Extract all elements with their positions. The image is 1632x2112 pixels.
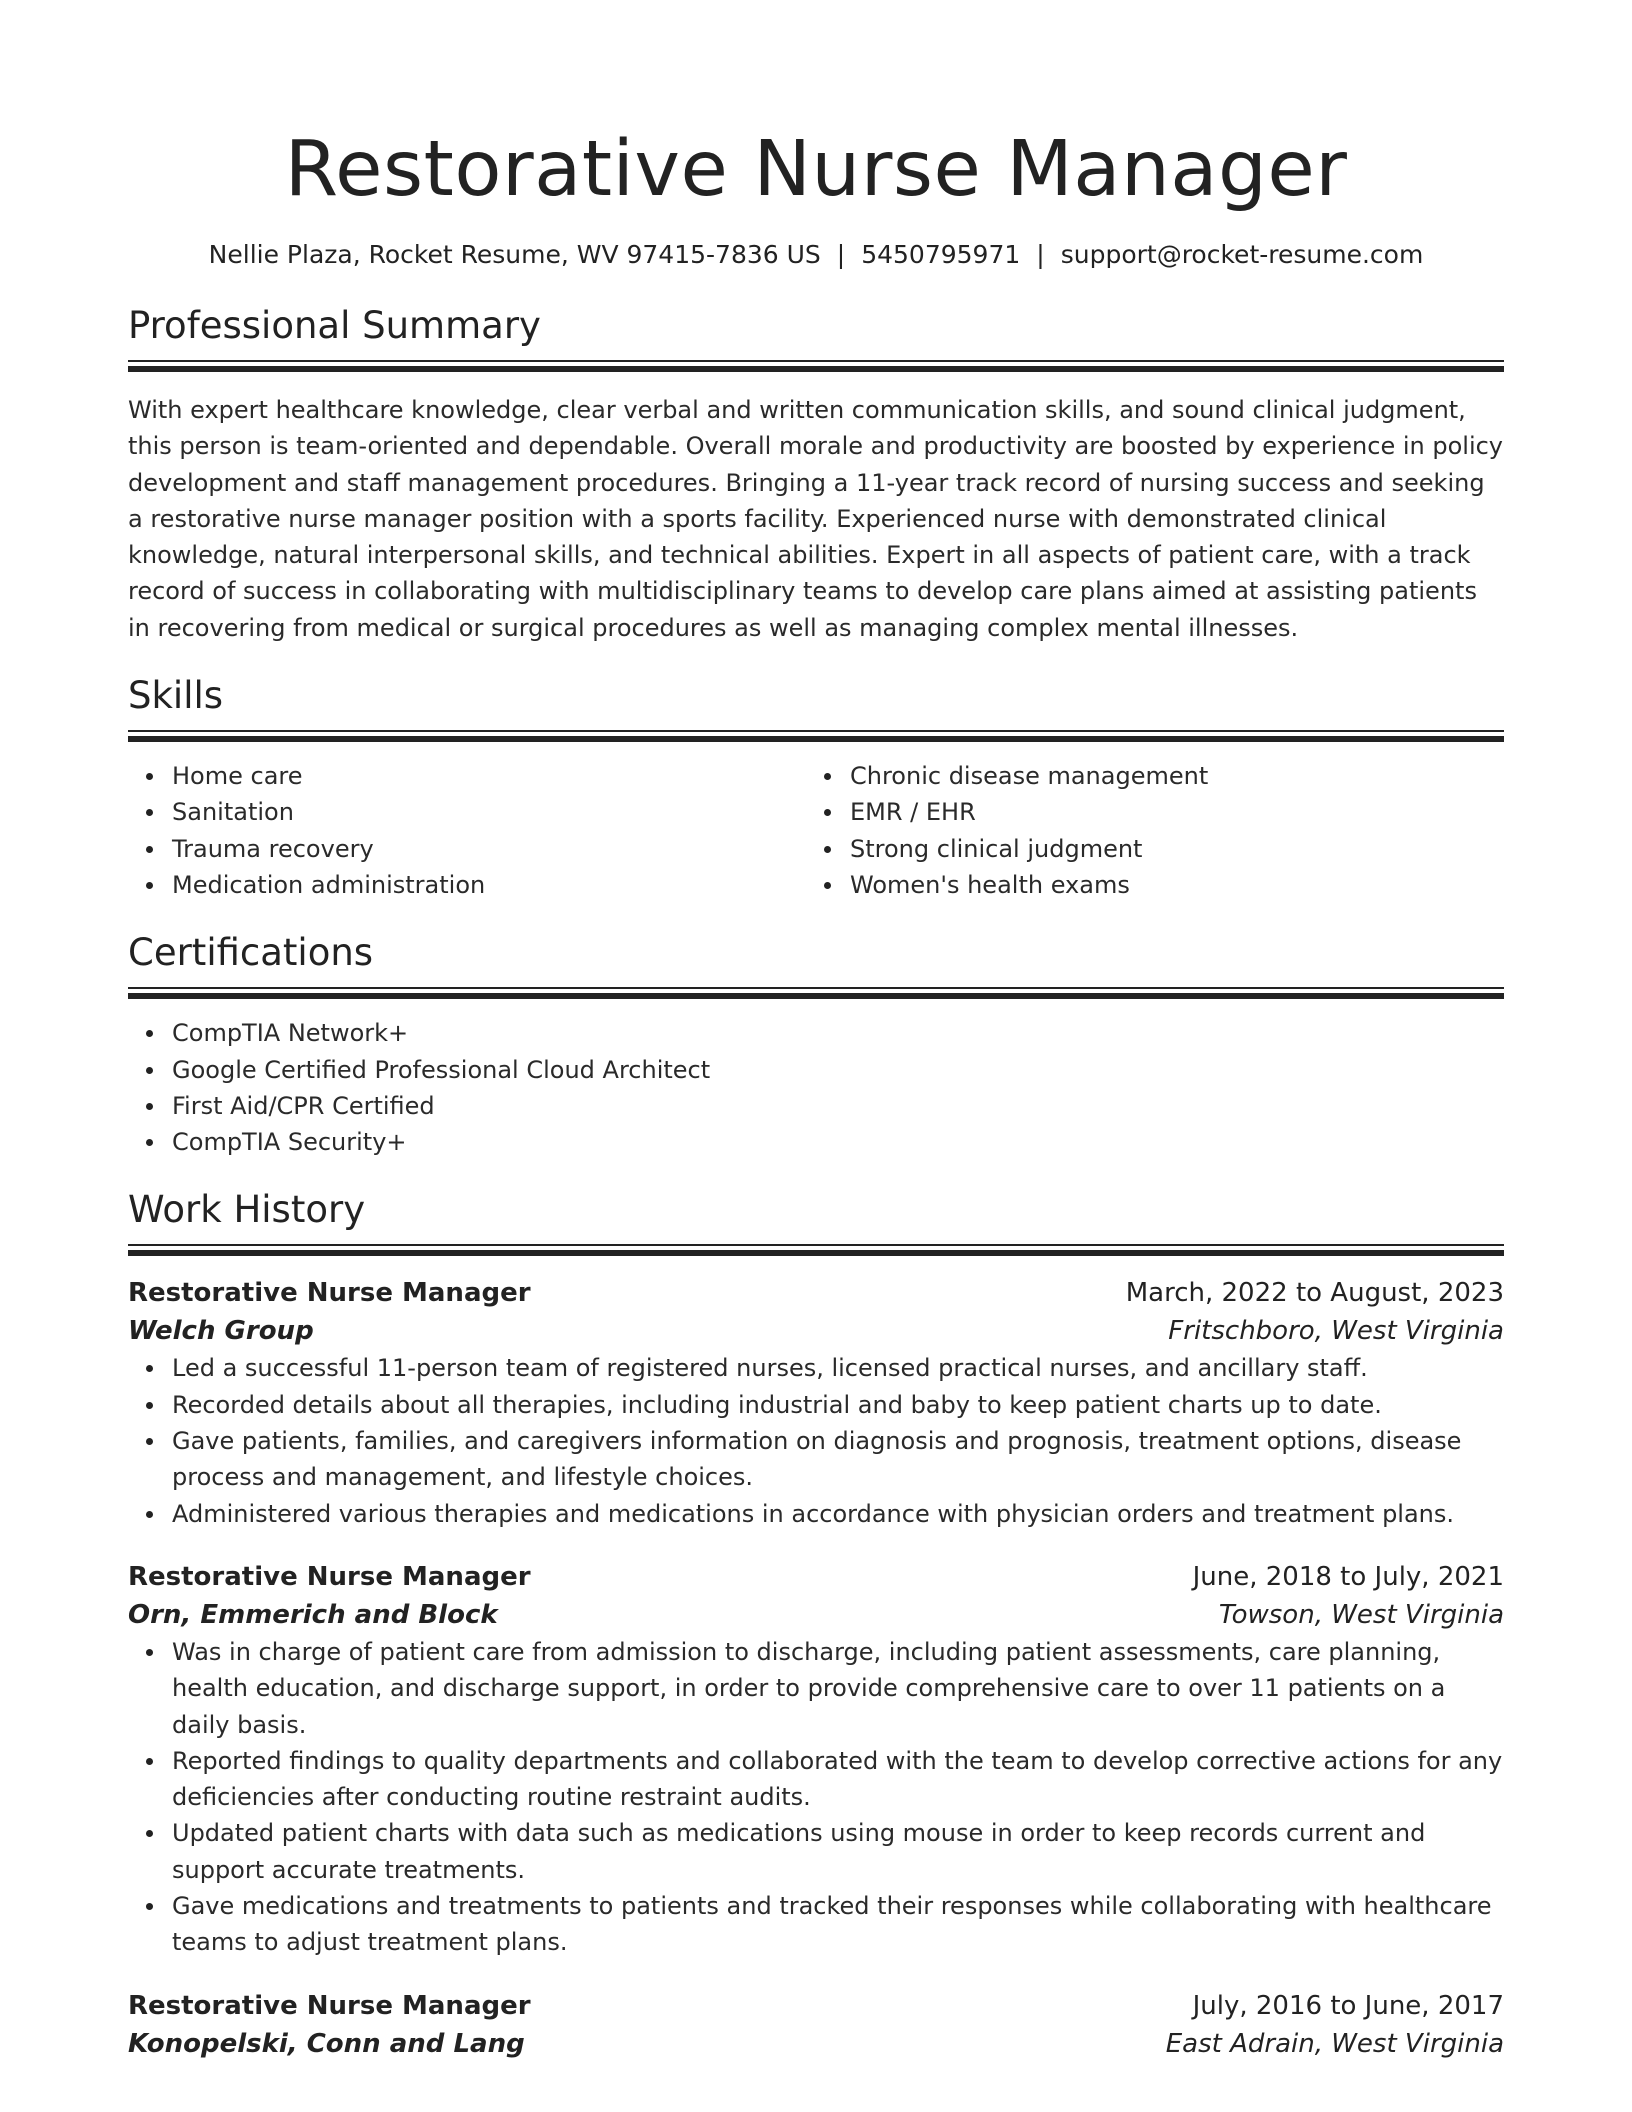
job-bullet: Gave patients, families, and caregivers information on diagnosis and prognosis, treatment options, disease process and management, and lifestyle choices.	[172, 1423, 1504, 1496]
job-location: Fritschboro, West Virginia	[1168, 1316, 1504, 1347]
job-dates: July, 2016 to June, 2017	[1192, 1990, 1504, 2021]
skills-grid	[128, 758, 1504, 903]
job-bullet: Administered various therapies and medications in accordance with physician orders and treatment plans.	[172, 1496, 1504, 1532]
section-divider	[128, 730, 1504, 742]
resume-page	[128, 0, 1504, 2063]
job-subheader	[128, 2025, 1504, 2063]
job-header	[128, 1558, 1504, 1596]
skill-item: Sanitation	[172, 794, 806, 830]
contact-line	[128, 238, 1504, 272]
job-title: Restorative Nurse Manager	[128, 1990, 531, 2021]
section-divider	[128, 1244, 1504, 1256]
skills-column-right	[806, 758, 1484, 903]
job-header	[128, 1274, 1504, 1312]
job-bullet: Gave medications and treatments to patients and tracked their responses while collaborating with healthcare teams to adjust treatment plans.	[172, 1888, 1504, 1961]
section-divider	[128, 987, 1504, 999]
contact-phone: 5450795971	[861, 240, 1021, 269]
job-entry	[128, 1274, 1504, 1531]
job-bullet: Updated patient charts with data such as medications using mouse in order to keep records current and support accurate treatments.	[172, 1815, 1504, 1888]
skill-item: Trauma recovery	[172, 831, 806, 867]
job-location: East Adrain, West Virginia	[1165, 2028, 1504, 2059]
certification-item: First Aid/CPR Certified	[172, 1088, 1504, 1124]
job-subheader	[128, 1596, 1504, 1634]
job-bullets	[128, 1634, 1504, 1961]
job-subheader	[128, 1312, 1504, 1350]
skill-item: Chronic disease management	[850, 758, 1484, 794]
summary-section	[128, 302, 1504, 646]
work-history-section	[128, 1186, 1504, 2062]
certification-item: CompTIA Network+	[172, 1015, 1504, 1051]
skills-column-left	[128, 758, 806, 903]
job-bullet: Was in charge of patient care from admission to discharge, including patient assessments, care planning, health education, and discharge support, in order to provide comprehensive care to over 11 patients on a daily basis.	[172, 1634, 1504, 1743]
certifications-list	[128, 1015, 1504, 1160]
skill-item: Women's health exams	[850, 867, 1484, 903]
job-bullet: Led a successful 11-person team of registered nurses, licensed practical nurses, and ancillary staff.	[172, 1350, 1504, 1386]
job-entry	[128, 1558, 1504, 1961]
job-dates: March, 2022 to August, 2023	[1125, 1278, 1504, 1309]
contact-address: Nellie Plaza, Rocket Resume, WV 97415-7836 US	[208, 240, 821, 269]
certification-item: CompTIA Security+	[172, 1124, 1504, 1160]
certifications-heading: Certifications	[128, 931, 374, 975]
job-location: Towson, West Virginia	[1218, 1599, 1504, 1630]
job-bullet: Recorded details about all therapies, including industrial and baby to keep patient charts up to date.	[172, 1387, 1504, 1423]
job-company: Konopelski, Conn and Lang	[128, 2028, 525, 2059]
resume-title: Restorative Nurse Manager	[284, 125, 1348, 214]
certifications-section	[128, 929, 1504, 1160]
skills-heading: Skills	[128, 674, 224, 718]
work-history-heading: Work History	[128, 1188, 366, 1232]
summary-heading: Professional Summary	[128, 304, 541, 347]
skill-item: EMR / EHR	[850, 794, 1484, 830]
skill-item: Strong clinical judgment	[850, 831, 1484, 867]
job-title: Restorative Nurse Manager	[128, 1278, 531, 1309]
skill-item: Medication administration	[172, 867, 806, 903]
summary-text: With expert healthcare knowledge, clear verbal and written communication skills, and sound clinical judgment, this person is team-oriented and dependable. Overall morale and productivity are boosted by experience in policy development and staff management procedures. Bringing a 11-year track record of nursing success and seeking a restorative nurse manager position with a sports facility. Experienced nurse with demonstrated clinical knowledge, natural interpersonal skills, and technical abilities. Expert in all aspects of patient care, with a track record of success in collaborating with multidisciplinary teams to develop care plans aimed at assisting patients in recovering from medical or surgical procedures as well as managing complex mental illnesses.	[128, 396, 1504, 642]
job-dates: June, 2018 to July, 2021	[1192, 1561, 1504, 1592]
contact-separator: |	[836, 240, 846, 269]
job-company: Welch Group	[128, 1316, 314, 1347]
job-bullets	[128, 1350, 1504, 1531]
contact-separator: |	[1036, 240, 1045, 269]
job-bullet: Reported findings to quality departments and collaborated with the team to develop corrective actions for any deficiencies after conducting routine restraint audits.	[172, 1743, 1504, 1816]
contact-email: support@rocket-resume.com	[1060, 240, 1424, 269]
section-divider	[128, 360, 1504, 372]
job-entry	[128, 1987, 1504, 2063]
job-header	[128, 1987, 1504, 2025]
job-company: Orn, Emmerich and Block	[128, 1599, 498, 1630]
skill-item: Home care	[172, 758, 806, 794]
certification-item: Google Certified Professional Cloud Architect	[172, 1052, 1504, 1088]
job-title: Restorative Nurse Manager	[128, 1561, 531, 1592]
skills-section	[128, 672, 1504, 903]
